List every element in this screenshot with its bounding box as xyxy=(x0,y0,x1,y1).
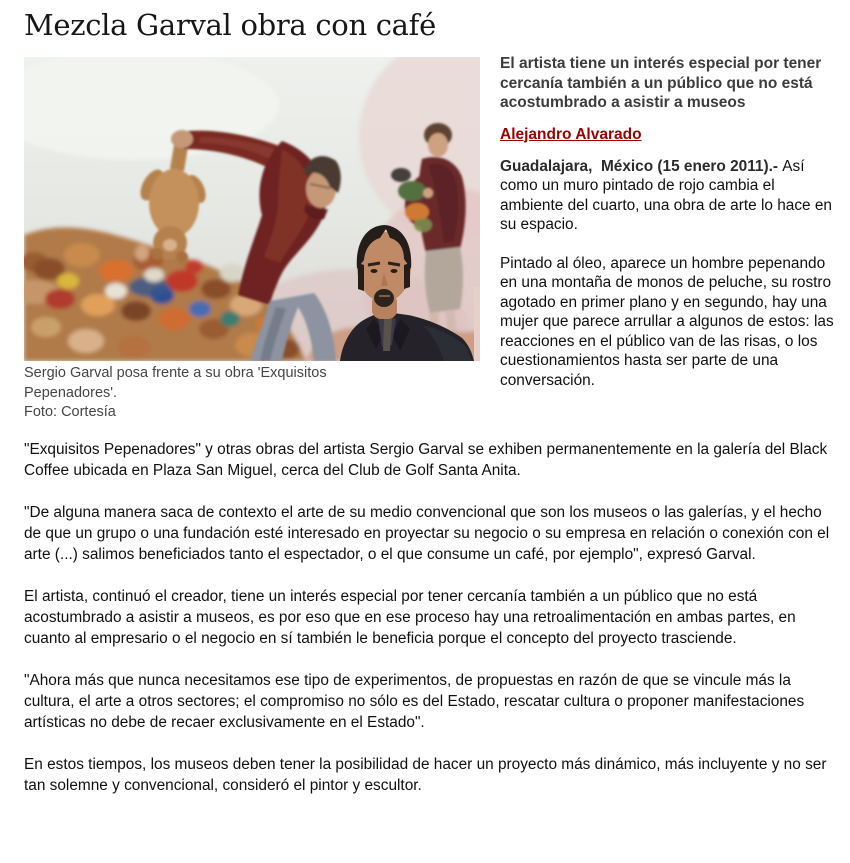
article-figure xyxy=(24,57,480,423)
article-bottom-section xyxy=(24,439,840,796)
article-lead: El artista tiene un interés especial por tener cercanía también a un público que no está acostumbrado a asistir a museos xyxy=(500,55,822,111)
article-photo xyxy=(24,57,480,361)
dateline: Guadalajara, México (15 enero 2011).- xyxy=(500,157,783,175)
photo-caption xyxy=(24,364,359,423)
page-title: Mezcla Garval obra con café xyxy=(24,8,436,42)
paragraph: El artista, continuó el creador, tiene un interés especial por tener cercanía también a un público que no está acostumbrado a asistir a museos, es por eso que en ese proceso hay una retroalimentación en ambas partes, en cuanto al empresario o el negocio en sí también le beneficia porque el concepto del proyecto trasciende. xyxy=(24,587,796,647)
photo-credit: Foto: Cortesía xyxy=(24,404,116,420)
painting-edge-strip xyxy=(474,287,480,361)
paragraph: "Ahora más que nunca necesitamos ese tipo de experimentos, de propuestas en razón de que se vincule más la cultura, el arte a otros sectores; el compromiso no sólo es del Estado, rescatar cultura o proponer manifestaciones artísticas no debe de recaer exclusivamente en el Estado". xyxy=(24,671,805,731)
paragraph: "Exquisitos Pepenadores" y otras obras del artista Sergio Garval se exhiben permanentemente en la galería del Black Coffee ubicada en Plaza San Miguel, cerca del Club de Golf Santa Anita. xyxy=(24,440,828,479)
article-top-section xyxy=(24,54,840,439)
painting-illustration xyxy=(24,57,480,361)
paragraph: "De alguna manera saca de contexto el arte de su medio convencional que son los museos o las galerías, y el hecho de que un grupo o una fundación esté interesado en proyectar su negocio o su empresa en relación o conexión con el arte (...) salimos beneficiados tanto el espectador, o el que consume un café, por ejemplo", expresó Garval. xyxy=(24,503,830,563)
author-link[interactable]: Alejandro Alvarado xyxy=(500,125,642,143)
paragraph-text: Así como un muro pintado de rojo cambia el ambiente del cuarto, una obra de arte lo hace en su espacio. xyxy=(500,157,832,233)
photo-caption-text: Sergio Garval posa frente a su obra 'Exquisitos Pepenadores'. xyxy=(24,365,327,401)
paragraph: Pintado al óleo, aparece un hombre pepenando en una montaña de monos de peluche, su rostro agotado en primer plano y en segundo, hay una mujer que parece arrullar a algunos de estos: las reacciones en el público van de las risas, o los cuestionamientos hasta ser parte de una conversación. xyxy=(500,254,834,389)
paragraph: En estos tiempos, los museos deben tener la posibilidad de hacer un proyecto más dinámico, más incluyente y no ser tan solemne y convencional, consideró el pintor y escultor. xyxy=(24,755,827,794)
